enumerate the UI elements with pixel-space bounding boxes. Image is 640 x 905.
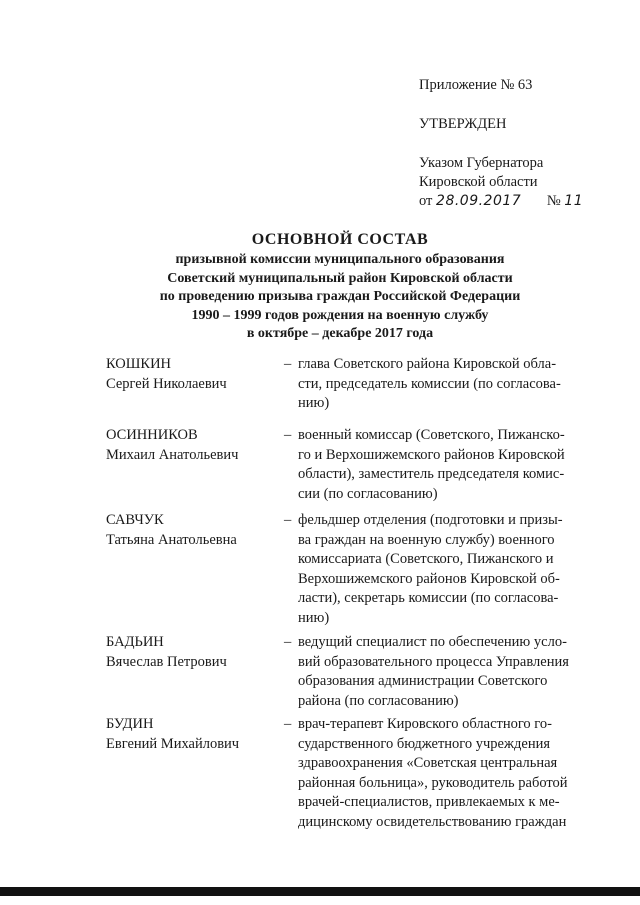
date-prefix: от [419,193,433,209]
description-line: сударственного бюджетного учреждения [298,735,551,752]
description-line: сти, председатель комиссии (по согласова- [298,375,561,392]
appendix-number: Приложение № 63 [419,77,533,93]
decree-number: 11 [564,193,584,209]
description-line: дицинскому освидетельствованию граждан [298,813,567,830]
member-dash: – [284,356,292,372]
description-line: глава Советского района Кировской обла- [298,356,557,372]
member-name [106,355,284,414]
description-line: военный комиссар (Советского, Пижанско- [298,427,565,443]
member-surname: БУДИН [106,716,154,732]
description-line: комиссариата (Советского, Пижанского и [298,551,554,567]
description-line: врачей-специалистов, привлекаемых к ме- [298,794,560,810]
description-line: нию) [298,609,330,626]
description-line: ведущий специалист по обеспечению усло- [298,634,567,650]
description-line: ва граждан на военную службу) военного [298,531,555,548]
decree-line-1: Указом Губернатора [419,155,544,171]
approved-label: УТВЕРЖДЕН [419,116,507,132]
member-row [106,426,586,504]
header-line-4: 1990 – 1999 годов рождения на военную службу [191,307,489,323]
member-row [106,633,586,711]
header-line-3: по проведению призыва граждан Российской Федерации [159,289,521,304]
description-line: фельдшер отделения (подготовки и призы- [298,512,563,528]
description-line: Верхошижемского районов Кировской об- [298,570,560,587]
description-line: го и Верхошижемского районов Кировской [298,446,565,463]
description-line: области), заместитель председателя комис- [298,466,565,482]
member-description [298,633,586,711]
member-surname: КОШКИН [106,356,172,372]
member-name [106,511,284,628]
header-line-1: призывной комиссии муниципального образования [175,252,505,267]
member-surname: БАДЬИН [106,634,164,650]
description-line: образования администрации Советского [298,673,548,689]
member-dash: – [284,716,292,732]
member-given-name: Евгений Михайлович [106,735,240,752]
header-line-2: Советский муниципальный район Кировской области [167,270,513,286]
member-given-name: Вячеслав Петрович [106,653,227,670]
description-line: ласти), секретарь комиссии (по согласова- [298,590,559,606]
number-label: № [546,193,561,209]
description-line: района (по согласованию) [298,692,459,709]
decree-date: 28.09.2017 [436,193,522,209]
member-given-name: Михаил Анатольевич [106,446,239,463]
member-given-name: Татьяна Анатольевна [106,531,237,548]
member-surname: ОСИННИКОВ [106,427,198,443]
decree-line-2: Кировской области [419,174,538,190]
member-description [298,715,586,832]
description-line: районная больница», руководитель работой [298,774,568,791]
approval-block [419,76,619,211]
header-line-5: в октябре – декабре 2017 года [246,326,434,341]
member-row [106,511,586,628]
description-line: здравоохранения «Советская центральная [298,755,558,771]
description-line: врач-терапевт Кировского областного го- [298,716,552,732]
member-dash: – [284,634,292,650]
document-title: ОСНОВНОЙ СОСТАВ [251,231,429,248]
scan-edge-bar [0,887,640,896]
member-surname: САВЧУК [106,512,164,528]
document-header [100,230,580,344]
decree-date-line [419,192,619,211]
member-name [106,426,284,504]
member-name [106,633,284,711]
member-description [298,511,586,628]
member-description [298,355,586,414]
member-dash: – [284,512,292,528]
description-line: нию) [298,395,330,411]
member-description [298,426,586,504]
member-row [106,355,586,414]
description-line: вий образовательного процесса Управления [298,653,569,670]
member-row [106,715,586,832]
member-given-name: Сергей Николаевич [106,375,227,392]
member-name [106,715,284,832]
description-line: сии (по согласованию) [298,485,438,502]
member-dash: – [284,427,292,443]
